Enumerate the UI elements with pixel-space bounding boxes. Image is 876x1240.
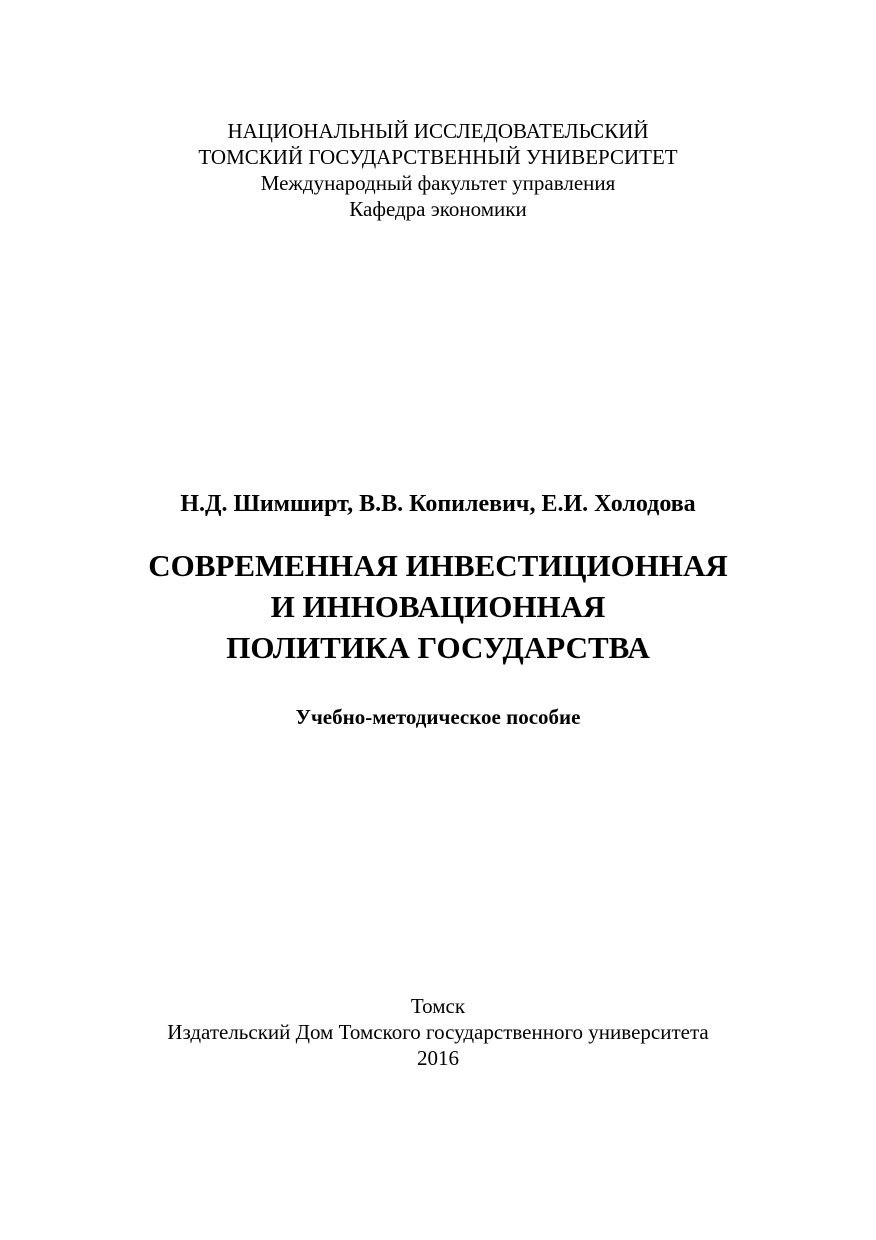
imprint-year: 2016 [417, 1046, 459, 1070]
university-name-line-1: НАЦИОНАЛЬНЫЙ ИССЛЕДОВАТЕЛЬСКИЙ [227, 119, 649, 143]
authors-line: Н.Д. Шимширт, В.В. Копилевич, Е.И. Холодова [180, 491, 696, 517]
department-name: Кафедра экономики [349, 197, 527, 221]
imprint-publisher: Издательский Дом Томского государственного университета [167, 1020, 709, 1044]
title-line-1: СОВРЕМЕННАЯ ИНВЕСТИЦИОННАЯ [148, 548, 728, 583]
imprint-city: Томск [410, 994, 466, 1018]
book-title [0, 545, 876, 668]
imprint [0, 993, 876, 1071]
subtitle-line: Учебно-методическое пособие [295, 705, 581, 729]
book-subtitle [0, 704, 876, 730]
title-line-3: ПОЛИТИКА ГОСУДАРСТВА [226, 630, 650, 665]
authors [0, 489, 876, 519]
title-line-2: И ИННОВАЦИОННАЯ [270, 589, 606, 624]
university-name-line-2: ТОМСКИЙ ГОСУДАРСТВЕННЫЙ УНИВЕРСИТЕТ [198, 145, 678, 169]
institution-header [0, 118, 876, 222]
faculty-name: Международный факультет управления [260, 171, 616, 195]
